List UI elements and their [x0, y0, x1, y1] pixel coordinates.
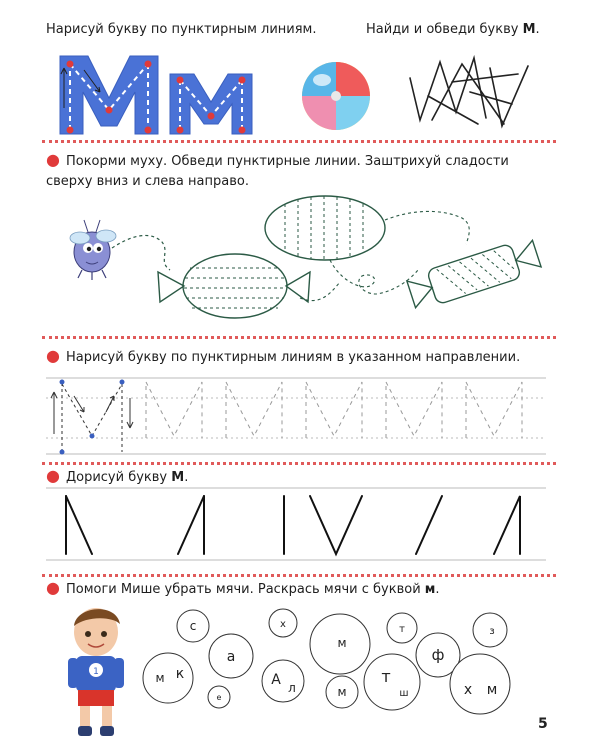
balls-area	[0, 598, 600, 748]
fly-icon	[70, 220, 116, 280]
ball-letter: А	[271, 672, 281, 688]
ball-letter: з	[489, 626, 495, 637]
lowercase-m-shape[interactable]	[170, 74, 252, 134]
page-number: 5	[538, 716, 548, 732]
instruction-finish-letter: ● Дорисуй букву М.	[46, 466, 189, 485]
ball-12[interactable]	[364, 654, 420, 710]
bullet-icon: ●	[46, 466, 60, 485]
ball-letter: к	[175, 666, 185, 682]
bullet-icon: ●	[46, 578, 60, 597]
ball-13[interactable]	[450, 654, 510, 714]
instruction-feed-fly: ● Покорми муху. Обведи пунктирные линии. Заштрихуй сладости сверху вниз и слева направо.	[46, 150, 509, 189]
ball-letter: х	[280, 619, 286, 630]
ball-letter: м	[155, 671, 165, 685]
ball-letter: м	[337, 636, 347, 650]
section-separator	[42, 140, 556, 143]
candy-tracing-area	[0, 190, 600, 340]
section-separator	[42, 336, 556, 339]
svg-text:1: 1	[93, 667, 99, 677]
letter-tracing-row[interactable]	[0, 374, 600, 464]
candy-right[interactable]	[406, 236, 543, 311]
candy-oval[interactable]	[265, 196, 385, 260]
ball-8[interactable]	[143, 653, 193, 703]
bullet-icon: ●	[46, 346, 60, 365]
ball-letter: м	[486, 682, 498, 698]
ball-letter: л	[288, 681, 296, 695]
ball-letter: т	[381, 667, 391, 686]
instruction-trace-letter: Нарисуй букву по пунктирным линиям.	[46, 22, 317, 37]
hidden-letter-scribble[interactable]	[410, 58, 528, 126]
ball-letter: т	[399, 624, 405, 635]
section-separator	[42, 574, 556, 577]
letter-completion-row[interactable]	[0, 484, 600, 574]
ball-10[interactable]	[262, 660, 304, 702]
bullet-icon: ●	[46, 150, 60, 169]
ball-letter: х	[463, 682, 473, 698]
ball-letter: ф	[431, 646, 445, 664]
instruction-find-letter: Найди и обведи букву М.	[366, 22, 540, 37]
ball-letter: с	[189, 619, 197, 633]
instruction-trace-direction: ● Нарисуй букву по пунктирным линиям в указанном направлении.	[46, 346, 521, 365]
tracing-letters	[0, 0, 600, 140]
beach-ball-image	[302, 62, 370, 130]
ball-letter: а	[226, 649, 236, 665]
section-separator	[42, 462, 556, 465]
candy-left[interactable]	[158, 254, 310, 318]
instruction-color-balls: ● Помоги Мише убрать мячи. Раскрась мячи с буквой м.	[46, 578, 440, 597]
ball-letter: м	[337, 685, 347, 699]
uppercase-m-shape[interactable]	[60, 56, 158, 134]
ball-letter: е	[216, 693, 222, 702]
ball-letter: ш	[399, 688, 409, 699]
